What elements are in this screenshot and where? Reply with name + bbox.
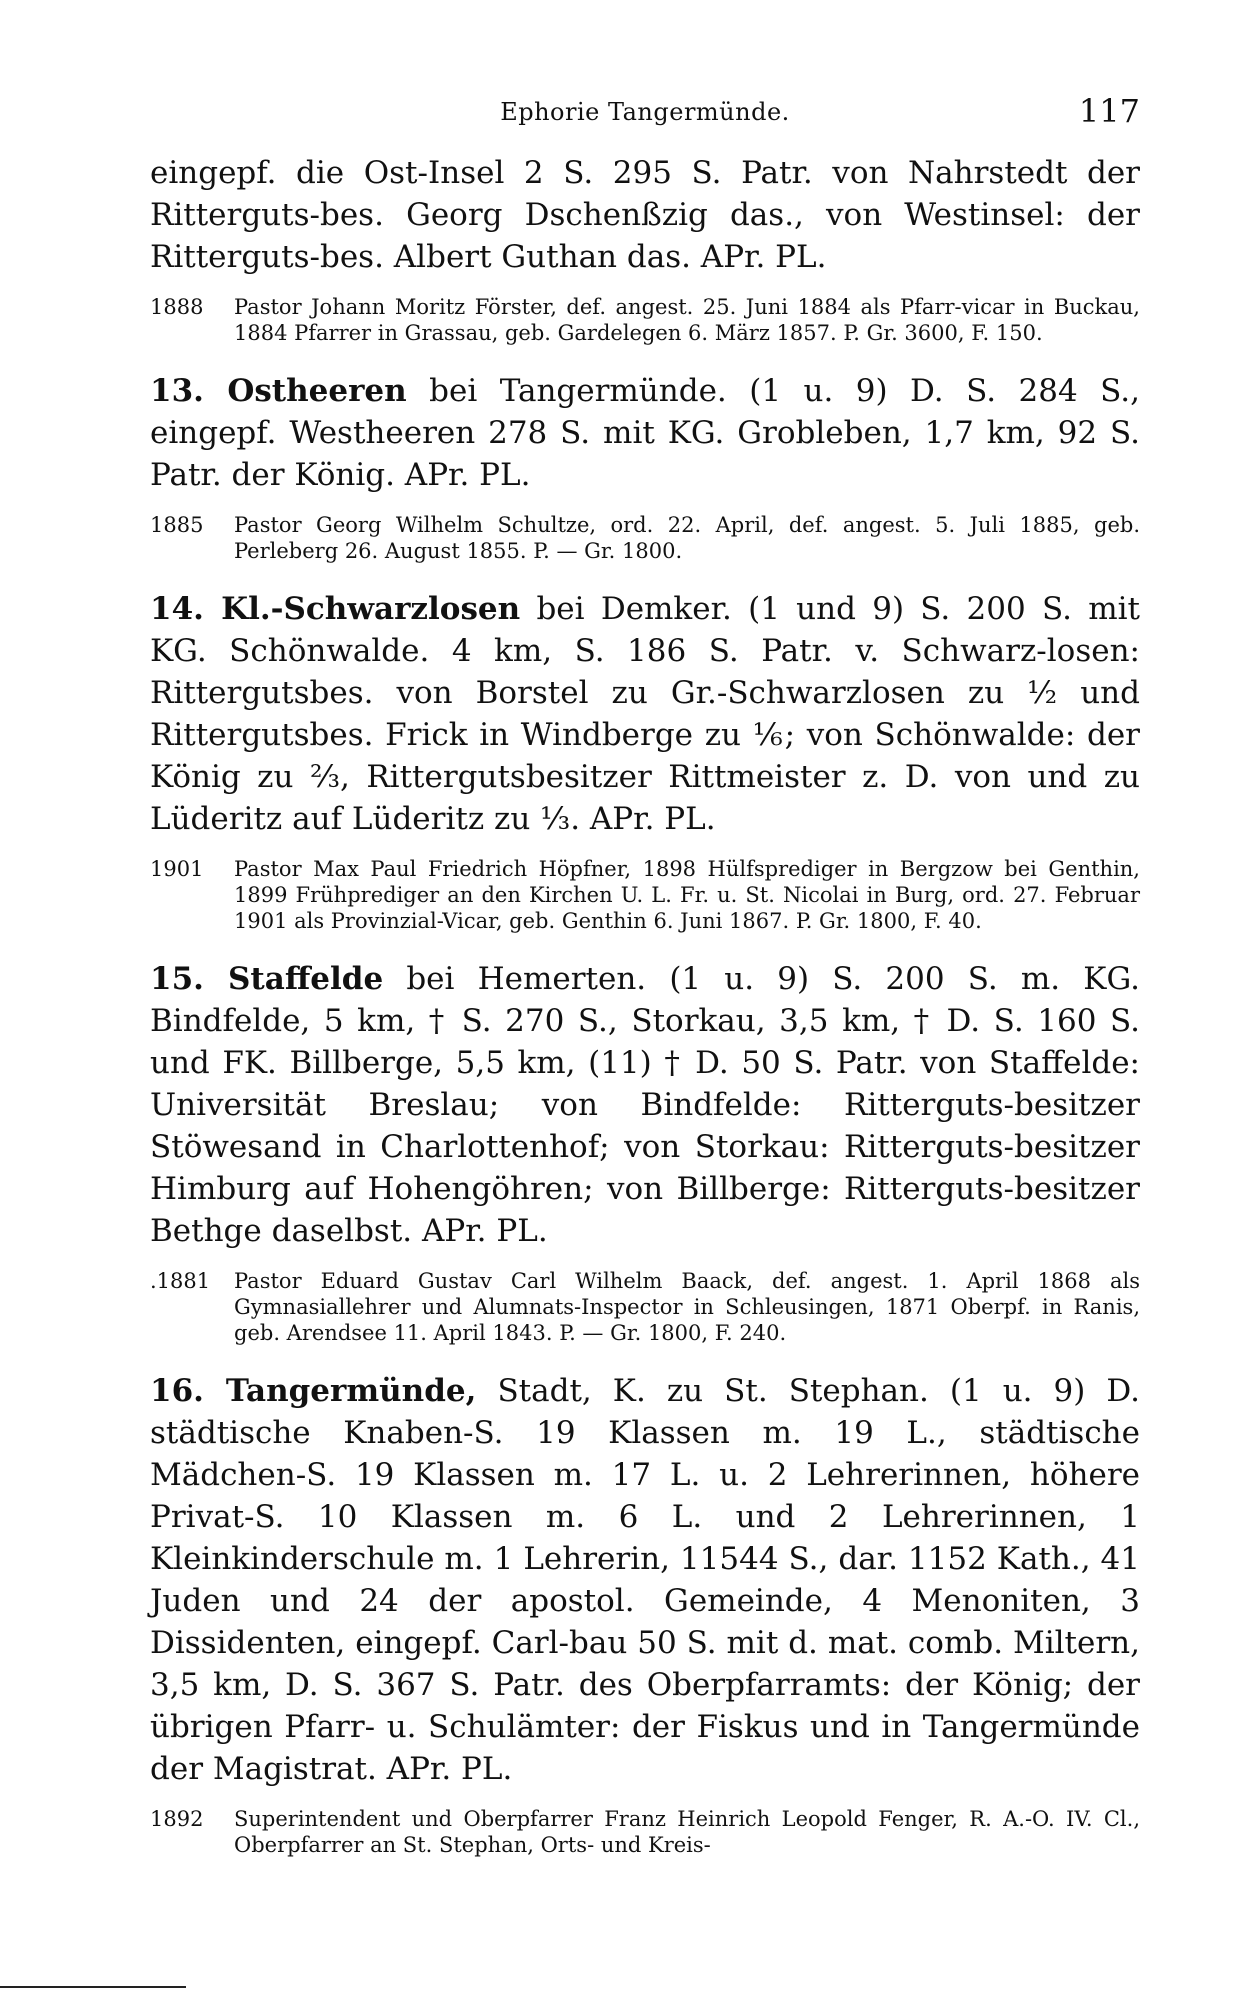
entry-year: 1901 [150, 857, 204, 881]
pastor-entry-1881 [150, 1268, 1140, 1346]
parish-entry-14 [150, 588, 1140, 840]
pastor-entry-1901 [150, 856, 1140, 934]
entry-text: Pastor Georg Wilhelm Schultze, ord. 22. April, def. angest. 5. Juli 1885, geb. Perleberg 26. August 1855. P. — Gr. 1800. [234, 513, 1140, 563]
parish-text: bei Tangermünde. (1 u. 9) D. S. 284 S., eingepf. Westheeren 278 S. mit KG. Grobleben, 1,7 km, 92 S. Patr. der König. APr. PL. [150, 373, 1140, 493]
pastor-entry-1892 [150, 1806, 1140, 1858]
page-header [150, 92, 1140, 152]
parish-text: Stadt, K. zu St. Stephan. (1 u. 9) D. städtische Knaben-S. 19 Klassen m. 19 L., städtische Mädchen-S. 19 Klassen m. 17 L. u. 2 Lehrerinnen, höhere Privat-S. 10 Klassen m. 6 L. und 2 Lehrerinnen, 1 Kleinkinderschule m. 1 Lehrerin, 11544 S., dar. 1152 Kath., 41 Juden und 24 der apostol. Gemeinde, 4 Menoniten, 3 Dissidenten, eingepf. Carl-bau 50 S. mit d. mat. comb. Miltern, 3,5 km, D. S. 367 S. Patr. des Oberpfarramts: der König; der übrigen Pfarr- u. Schulämter: der Fiskus und in Tangermünde der Magistrat. APr. PL. [150, 1373, 1140, 1787]
page-number: 117 [1078, 92, 1140, 130]
entry-year: 1885 [150, 513, 204, 537]
parish-entry-13 [150, 370, 1140, 496]
entry-year: 1892 [150, 1807, 204, 1831]
entry-text: Superintendent und Oberpfarrer Franz Heinrich Leopold Fenger, R. A.-O. IV. Cl., Oberpfarrer an St. Stephan, Orts- und Kreis- [234, 1807, 1140, 1857]
parish-title: 15. Staffelde [150, 961, 384, 997]
parish-title: 13. Ostheeren [150, 373, 407, 409]
parish-text: bei Hemerten. (1 u. 9) S. 200 S. m. KG. Bindfelde, 5 km, † S. 270 S., Storkau, 3,5 km, † D. S. 160 S. und FK. Billberge, 5,5 km, (11) † D. 50 S. Patr. von Staffelde: Universität Breslau; von Bindfelde: Ritterguts-besitzer Stöwesand in Charlottenhof; von Storkau: Ritterguts-besitzer Himburg auf Hohengöhren; von Billberge: Ritterguts-besitzer Bethge daselbst. APr. PL. [150, 961, 1140, 1249]
pastor-entry-1888 [150, 294, 1140, 346]
paragraph-text: eingepf. die Ost-Insel 2 S. 295 S. Patr. von Nahrstedt der Ritterguts-bes. Georg Dschenßzig das., von Westinsel: der Ritterguts-bes. Albert Guthan das. APr. PL. [150, 155, 1140, 275]
entry-text: Pastor Johann Moritz Förster, def. angest. 25. Juni 1884 als Pfarr-vicar in Buckau, 1884 Pfarrer in Grassau, geb. Gardelegen 6. März 1857. P. Gr. 3600, F. 150. [234, 295, 1140, 345]
entry-text: Pastor Max Paul Friedrich Höpfner, 1898 Hülfsprediger in Bergzow bei Genthin, 1899 Frühprediger an den Kirchen U. L. Fr. u. St. Nicolai in Burg, ord. 27. Februar 1901 als Provinzial-Vicar, geb. Genthin 6. Juni 1867. P. Gr. 1800, F. 40. [234, 857, 1140, 933]
entry-text: Pastor Eduard Gustav Carl Wilhelm Baack, def. angest. 1. April 1868 als Gymnasiallehrer und Alumnats-Inspector in Schleusingen, 1871 Oberpf. in Ranis, geb. Arendsee 11. April 1843. P. — Gr. 1800, F. 240. [234, 1269, 1140, 1345]
parish-text: bei Demker. (1 und 9) S. 200 S. mit KG. Schönwalde. 4 km, S. 186 S. Patr. v. Schwarz-losen: Rittergutsbes. von Borstel zu Gr.-Schwarzlosen zu ½ und Rittergutsbes. Frick in Windberge zu ⅙; von Schönwalde: der König zu ⅔, Rittergutsbesitzer Rittmeister z. D. von und zu Lüderitz auf Lüderitz zu ⅓. APr. PL. [150, 591, 1141, 837]
book-page [150, 92, 1140, 1882]
entry-year: .1881 [150, 1269, 211, 1293]
parish-entry-16 [150, 1370, 1140, 1790]
footer-rule [0, 1986, 186, 1988]
parish-title: 14. Kl.-Schwarzlosen [150, 591, 521, 627]
parish-entry-15 [150, 958, 1140, 1252]
entry-year: 1888 [150, 295, 204, 319]
paragraph-ostinsel [150, 152, 1140, 278]
pastor-entry-1885 [150, 512, 1140, 564]
running-title: Ephorie Tangermünde. [500, 98, 790, 126]
parish-title: 16. Tangermünde, [150, 1373, 477, 1409]
